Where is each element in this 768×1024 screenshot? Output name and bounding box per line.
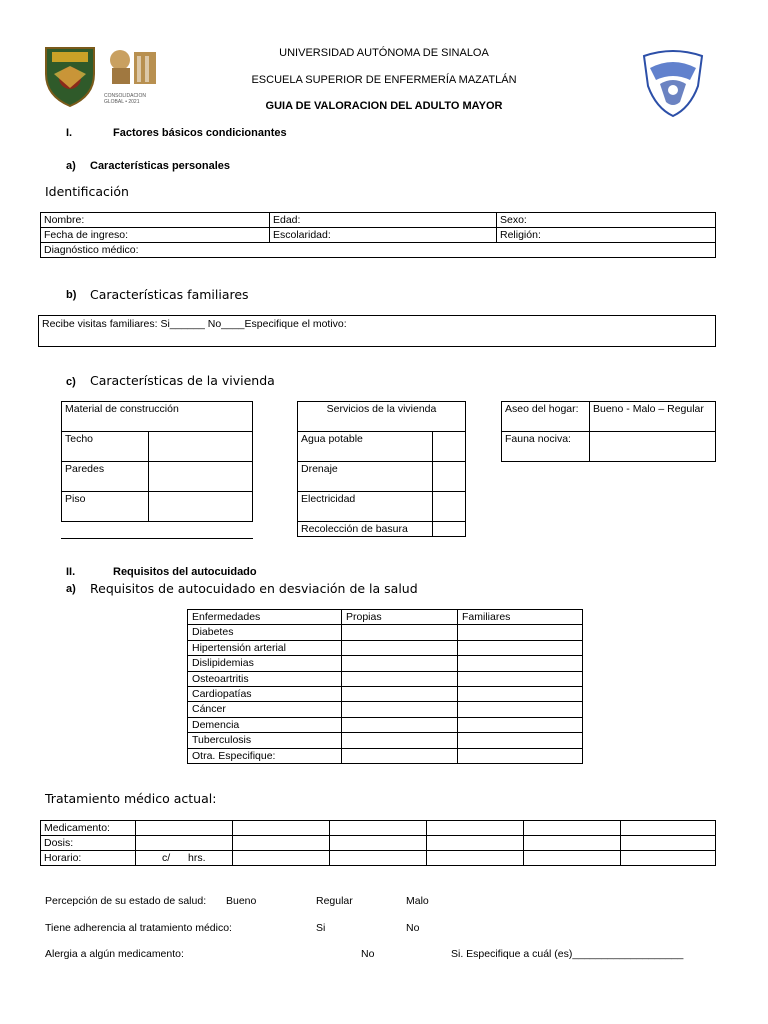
service-drainage-value[interactable] — [433, 462, 466, 492]
disease-row: Cáncer — [188, 702, 342, 717]
material-floor-value[interactable] — [149, 492, 253, 522]
section-1b-label: b) — [66, 289, 77, 301]
schedule-cell[interactable] — [233, 851, 330, 866]
logo-caption-1: CONSOLIDACION — [104, 93, 146, 99]
identification-heading: Identificación — [45, 184, 129, 199]
section-1-title: Factores básicos condicionantes — [113, 127, 287, 139]
section-1b-title: Características familiares — [90, 287, 249, 302]
dose-cell[interactable] — [524, 836, 621, 851]
family-visits-box — [38, 315, 716, 347]
service-water-label: Agua potable — [298, 432, 433, 462]
disease-family-cell[interactable] — [458, 686, 583, 701]
education-field[interactable]: Escolaridad: — [270, 228, 497, 243]
dose-cell[interactable] — [136, 836, 233, 851]
material-roof-label: Techo — [62, 432, 149, 462]
material-walls-label: Paredes — [62, 462, 149, 492]
disease-row: Diabetes — [188, 625, 342, 640]
section-1a-label: a) — [66, 160, 76, 172]
diseases-table — [187, 609, 583, 764]
home-condition-table — [501, 401, 716, 462]
religion-field[interactable]: Religión: — [497, 228, 716, 243]
section-1c-title: Características de la vivienda — [90, 373, 275, 388]
disease-own-cell[interactable] — [342, 748, 458, 763]
section-2-number: II. — [66, 566, 76, 578]
diseases-header: Enfermedades — [188, 610, 342, 625]
disease-family-cell[interactable] — [458, 748, 583, 763]
allergy-label: Alergia a algún medicamento: — [45, 948, 184, 960]
identification-table — [40, 212, 716, 258]
medication-cell[interactable] — [621, 821, 716, 836]
medication-table — [40, 820, 716, 866]
disease-family-cell[interactable] — [458, 733, 583, 748]
admission-date-field[interactable]: Fecha de ingreso: — [41, 228, 270, 243]
schedule-hours: hrs. — [188, 852, 206, 864]
disease-row: Osteoartritis — [188, 671, 342, 686]
diagnosis-field[interactable]: Diagnóstico médico: — [41, 243, 716, 258]
service-electricity-value[interactable] — [433, 492, 466, 522]
disease-family-cell[interactable] — [458, 625, 583, 640]
disease-family-cell[interactable] — [458, 702, 583, 717]
housing-services-table — [297, 401, 466, 537]
perception-option-bad[interactable]: Malo — [406, 895, 429, 907]
section-1c-label: c) — [66, 376, 76, 388]
material-floor-label: Piso — [62, 492, 149, 522]
service-water-value[interactable] — [433, 432, 466, 462]
pests-value[interactable] — [590, 432, 716, 462]
disease-row: Dislipidemias — [188, 656, 342, 671]
section-2a-title: Requisitos de autocuidado en desviación de la salud — [90, 581, 418, 596]
schedule-every: c/ — [162, 852, 171, 864]
own-header: Propias — [342, 610, 458, 625]
material-header: Material de construcción — [62, 402, 253, 432]
schedule-cell[interactable] — [621, 851, 716, 866]
service-electricity-label: Electricidad — [298, 492, 433, 522]
medication-cell[interactable] — [233, 821, 330, 836]
section-1a-title: Características personales — [90, 160, 231, 172]
university-name: UNIVERSIDAD AUTÓNOMA DE SINALOA — [279, 47, 489, 59]
age-field[interactable]: Edad: — [270, 213, 497, 228]
schedule-cell[interactable] — [136, 851, 233, 866]
allergy-option-yes[interactable]: Si. Especifique a cuál (es)___________________ — [451, 948, 684, 960]
perception-option-regular[interactable]: Regular — [316, 895, 353, 907]
disease-own-cell[interactable] — [342, 640, 458, 655]
disease-row: Demencia — [188, 717, 342, 732]
section-2-title: Requisitos del autocuidado — [113, 566, 257, 578]
adherence-label: Tiene adherencia al tratamiento médico: — [45, 922, 232, 934]
disease-own-cell[interactable] — [342, 717, 458, 732]
medication-cell[interactable] — [136, 821, 233, 836]
dose-cell[interactable] — [233, 836, 330, 851]
schedule-cell[interactable] — [427, 851, 524, 866]
name-field[interactable]: Nombre: — [41, 213, 270, 228]
services-header: Servicios de la vivienda — [298, 402, 466, 432]
disease-row: Tuberculosis — [188, 733, 342, 748]
family-header: Familiares — [458, 610, 583, 625]
school-name: ESCUELA SUPERIOR DE ENFERMERÍA MAZATLÁN — [251, 74, 517, 86]
medication-label: Medicamento: — [41, 821, 136, 836]
service-garbage-label: Recolección de basura — [298, 522, 433, 537]
divider-line — [61, 538, 253, 539]
dose-label: Dosis: — [41, 836, 136, 851]
home-clean-value[interactable]: Bueno - Malo – Regular — [590, 402, 716, 432]
dose-cell[interactable] — [427, 836, 524, 851]
disease-family-cell[interactable] — [458, 717, 583, 732]
dose-cell[interactable] — [621, 836, 716, 851]
schedule-cell[interactable] — [330, 851, 427, 866]
section-2a-label: a) — [66, 583, 76, 595]
disease-family-cell[interactable] — [458, 671, 583, 686]
adherence-option-no[interactable]: No — [406, 922, 420, 934]
material-walls-value[interactable] — [149, 462, 253, 492]
treatment-heading: Tratamiento médico actual: — [45, 791, 217, 806]
family-visits-field[interactable]: Recibe visitas familiares: Si______ No____Especifique el motivo: — [39, 316, 716, 347]
construction-material-table — [61, 401, 253, 522]
schedule-label: Horario: — [41, 851, 136, 866]
page-title: GUIA DE VALORACION DEL ADULTO MAYOR — [265, 100, 503, 112]
disease-own-cell[interactable] — [342, 733, 458, 748]
medication-cell[interactable] — [427, 821, 524, 836]
disease-own-cell[interactable] — [342, 656, 458, 671]
logo-caption-2: GLOBAL • 2021 — [104, 99, 140, 105]
disease-own-cell[interactable] — [342, 686, 458, 701]
perception-option-good[interactable]: Bueno — [226, 895, 257, 907]
section-1-number: I. — [66, 127, 73, 139]
pests-label: Fauna nociva: — [502, 432, 590, 462]
home-clean-label: Aseo del hogar: — [502, 402, 590, 432]
sex-field[interactable]: Sexo: — [497, 213, 716, 228]
material-roof-value[interactable] — [149, 432, 253, 462]
disease-own-cell[interactable] — [342, 671, 458, 686]
disease-row: Otra. Especifique: — [188, 748, 342, 763]
disease-own-cell[interactable] — [342, 702, 458, 717]
disease-own-cell[interactable] — [342, 625, 458, 640]
disease-family-cell[interactable] — [458, 640, 583, 655]
adherence-option-yes[interactable]: Si — [316, 922, 326, 934]
disease-row: Hipertensión arterial — [188, 640, 342, 655]
disease-family-cell[interactable] — [458, 656, 583, 671]
service-garbage-value[interactable] — [433, 522, 466, 537]
schedule-cell[interactable] — [524, 851, 621, 866]
medication-cell[interactable] — [330, 821, 427, 836]
allergy-option-no[interactable]: No — [361, 948, 375, 960]
service-drainage-label: Drenaje — [298, 462, 433, 492]
health-perception-label: Percepción de su estado de salud: — [45, 895, 207, 907]
disease-row: Cardiopatías — [188, 686, 342, 701]
medication-cell[interactable] — [524, 821, 621, 836]
dose-cell[interactable] — [330, 836, 427, 851]
